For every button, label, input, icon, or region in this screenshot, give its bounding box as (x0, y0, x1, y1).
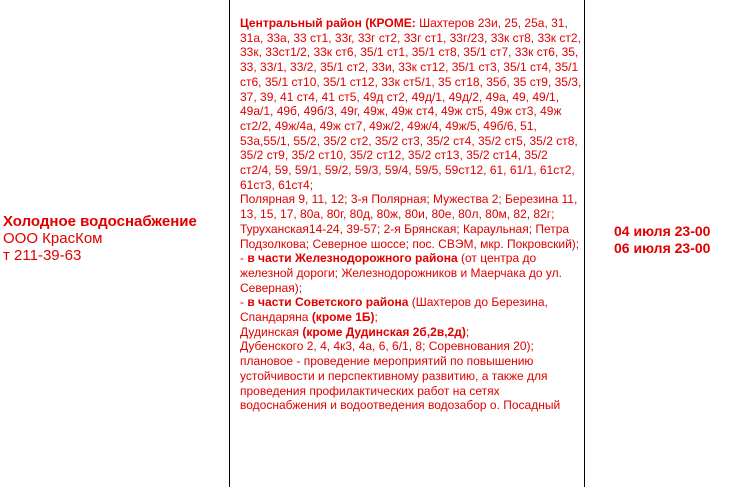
start-date: 04 июля 23-00 (614, 223, 711, 239)
company-phone: т 211-39-63 (3, 247, 82, 264)
column-divider-left (229, 0, 230, 487)
end-date: 06 июля 23-00 (614, 240, 711, 256)
address-paragraph-dubenskogo: Дубенского 2, 4, 4к3, 4а, 6, 6/1, 8; Соревнования 20); (240, 339, 534, 354)
address-paragraph-railway (240, 251, 582, 295)
address-paragraph-soviet (240, 295, 582, 324)
except-label: (КРОМЕ: (365, 16, 416, 30)
railway-addresses: (от центра до железной дороги; Железнодорожников и Маерчака до ул. Северная); (240, 251, 562, 295)
central-addresses: Шахтеров 23и, 25, 25а, 31, 31а, 33а, 33 ст1, 33г, 33г ст2, 33г ст1, 33г/23, 33к ст8, 33к ст2, 33к, 33ст1/2, 33к ст6, 35/1 ст1, 35/1 ст8, 35/1 ст7, 33к ст6, 35, 33, 33/1, 33/2, 35/1 ст2, 33и, 33к ст12, 35/1 ст3, 35/1 ст4, 35/1 ст6, 35/1 ст10, 35/1 ст12, 33к ст5/1, 35 ст18, 35б, 35 ст9, 35/3, 37, 39, 41 ст4, 41 ст5, 49д ст2, 49д/1, 49д/2, 49а, 49, 49/1, 49а/1, 49б, 49б/3, 49г, 49ж, 49ж ст4, 49ж ст5, 49ж ст3, 49ж ст2/2, 49ж/4а, 49ж ст7, 49ж/2, 49ж/4, 49ж/5, 49б/6, 51, 53а,55/1, 55/2, 35/2 ст2, 35/2 ст3, 35/2 ст4, 35/2 ст5, 35/2 ст8, 35/2 ст9, 35/2 ст10, 35/2 ст12, 35/2 ст13, 35/2 ст14, 35/2 ст2/4, 59, 59/1, 59/2, 59/3, 59/4, 59/5, 59ст12, 61, 61/1, 61ст2, 61ст3, 61ст4; (240, 16, 582, 192)
address-cell (240, 16, 582, 413)
soviet-district-label: в части Советского района (247, 295, 409, 310)
column-divider-right (584, 0, 585, 487)
central-district-label: Центральный район (240, 16, 362, 30)
reason-note: плановое - проведение мероприятий по повышению устойчивости и перспективному развитию, а также для проведения профилактических работ на сетях водоснабжения и водоотведения водозабор о. Посадный (240, 354, 561, 413)
dudinskaya-exception: (кроме Дудинская 2б,2в,2д) (302, 324, 466, 339)
dudinskaya-end: ; (465, 324, 470, 339)
railway-district-label: в части Железнодорожного района (247, 251, 458, 266)
address-paragraph-dudinskaya (240, 325, 582, 340)
soviet-prefix: - (240, 295, 248, 310)
dudinskaya-street: Дудинская (240, 324, 303, 339)
service-title: Холодное водоснабжение (3, 213, 197, 230)
service-cell (3, 213, 223, 264)
soviet-exception: (кроме 1Б) (311, 310, 375, 325)
soviet-addresses: (Шахтеров до Березина, Спандаряна (240, 295, 548, 325)
address-paragraph-streets: Полярная 9, 11, 12; 3-я Полярная; Мужества 2; Березина 11, 13, 15, 17, 80а, 80г, 80д, 80ж, 80и, 80е, 80л, 80м, 82, 82г; Туруханская14-24, 39-57; 2-я Брянская; Караульная; Петра Подзолкова; Северное шоссе; пос. СВЭМ, мкр. Покровский); (240, 192, 580, 251)
soviet-end: ; (374, 310, 378, 325)
company-name: ООО КрасКом (3, 230, 103, 247)
railway-prefix: - (240, 251, 248, 266)
dates-cell (614, 223, 749, 257)
address-paragraph-central (240, 16, 582, 192)
